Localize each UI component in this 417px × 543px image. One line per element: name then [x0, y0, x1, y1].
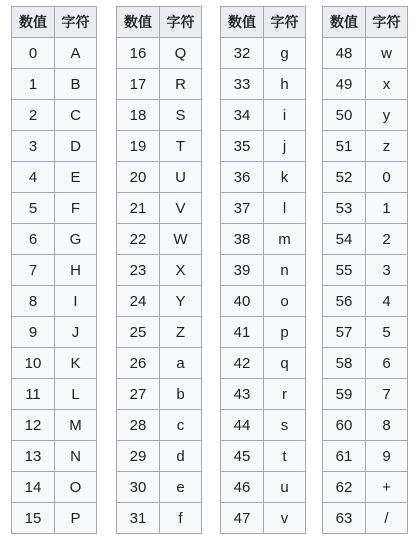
table-row: [117, 131, 202, 162]
index-value-cell: 3: [12, 131, 55, 162]
base64-char-cell: w: [366, 38, 408, 69]
table-row: [117, 441, 202, 472]
table-row: [12, 286, 97, 317]
base64-char-cell: H: [55, 255, 97, 286]
base64-char-cell: e: [160, 472, 202, 503]
base64-char-cell: D: [55, 131, 97, 162]
index-value-cell: 29: [117, 441, 160, 472]
table-row: [221, 317, 306, 348]
table-row: [323, 162, 408, 193]
table-row: [117, 379, 202, 410]
index-value-cell: 61: [323, 441, 366, 472]
base64-char-cell: I: [55, 286, 97, 317]
table-row: [12, 38, 97, 69]
base64-char-cell: Y: [160, 286, 202, 317]
index-value-cell: 62: [323, 472, 366, 503]
table-row: [117, 100, 202, 131]
base64-table-4: [322, 6, 408, 534]
index-value-cell: 53: [323, 193, 366, 224]
index-value-cell: 19: [117, 131, 160, 162]
base64-char-cell: k: [264, 162, 306, 193]
base64-char-cell: F: [55, 193, 97, 224]
base64-char-cell: P: [55, 503, 97, 534]
table-row: [117, 503, 202, 534]
table-row: [12, 193, 97, 224]
index-value-cell: 33: [221, 69, 264, 100]
table-row: [221, 472, 306, 503]
char-column-header: 字符: [366, 7, 408, 38]
index-value-cell: 34: [221, 100, 264, 131]
base64-char-cell: m: [264, 224, 306, 255]
base64-char-cell: 1: [366, 193, 408, 224]
index-value-cell: 60: [323, 410, 366, 441]
value-column-header: 数值: [117, 7, 160, 38]
table-row: [12, 503, 97, 534]
index-value-cell: 5: [12, 193, 55, 224]
table-row: [221, 69, 306, 100]
index-value-cell: 18: [117, 100, 160, 131]
table-row: [12, 224, 97, 255]
table-row: [221, 193, 306, 224]
index-value-cell: 58: [323, 348, 366, 379]
base64-char-cell: v: [264, 503, 306, 534]
table-row: [221, 379, 306, 410]
base64-char-cell: 8: [366, 410, 408, 441]
header-row: [12, 7, 97, 38]
base64-char-cell: Q: [160, 38, 202, 69]
base64-char-cell: o: [264, 286, 306, 317]
table-row: [221, 503, 306, 534]
base64-char-cell: T: [160, 131, 202, 162]
base64-char-cell: x: [366, 69, 408, 100]
index-value-cell: 44: [221, 410, 264, 441]
index-value-cell: 36: [221, 162, 264, 193]
table-row: [323, 224, 408, 255]
index-value-cell: 6: [12, 224, 55, 255]
index-value-cell: 22: [117, 224, 160, 255]
base64-table-3: [220, 6, 306, 534]
index-value-cell: 54: [323, 224, 366, 255]
value-column-header: 数值: [221, 7, 264, 38]
table-row: [323, 348, 408, 379]
base64-index-tables: [11, 6, 412, 533]
index-value-cell: 4: [12, 162, 55, 193]
base64-char-cell: G: [55, 224, 97, 255]
table-row: [117, 69, 202, 100]
base64-char-cell: 6: [366, 348, 408, 379]
table-row: [12, 69, 97, 100]
base64-char-cell: Z: [160, 317, 202, 348]
table-row: [221, 38, 306, 69]
base64-char-cell: S: [160, 100, 202, 131]
base64-char-cell: p: [264, 317, 306, 348]
index-value-cell: 24: [117, 286, 160, 317]
table-row: [221, 131, 306, 162]
base64-char-cell: C: [55, 100, 97, 131]
table-row: [12, 131, 97, 162]
index-value-cell: 49: [323, 69, 366, 100]
base64-char-cell: u: [264, 472, 306, 503]
index-value-cell: 46: [221, 472, 264, 503]
table-row: [323, 410, 408, 441]
index-value-cell: 59: [323, 379, 366, 410]
index-value-cell: 27: [117, 379, 160, 410]
base64-char-cell: r: [264, 379, 306, 410]
index-value-cell: 51: [323, 131, 366, 162]
base64-char-cell: n: [264, 255, 306, 286]
base64-char-cell: 2: [366, 224, 408, 255]
base64-char-cell: j: [264, 131, 306, 162]
base64-char-cell: U: [160, 162, 202, 193]
table-row: [12, 379, 97, 410]
table-row: [12, 100, 97, 131]
table-row: [117, 410, 202, 441]
base64-char-cell: N: [55, 441, 97, 472]
index-value-cell: 50: [323, 100, 366, 131]
table-row: [117, 286, 202, 317]
base64-char-cell: R: [160, 69, 202, 100]
base64-char-cell: d: [160, 441, 202, 472]
index-value-cell: 2: [12, 100, 55, 131]
index-value-cell: 26: [117, 348, 160, 379]
base64-char-cell: 7: [366, 379, 408, 410]
index-value-cell: 55: [323, 255, 366, 286]
table-row: [12, 472, 97, 503]
index-value-cell: 14: [12, 472, 55, 503]
index-value-cell: 42: [221, 348, 264, 379]
index-value-cell: 38: [221, 224, 264, 255]
table-row: [221, 348, 306, 379]
table-row: [117, 38, 202, 69]
table-row: [221, 100, 306, 131]
base64-char-cell: t: [264, 441, 306, 472]
table-row: [117, 162, 202, 193]
base64-char-cell: 0: [366, 162, 408, 193]
table-row: [117, 317, 202, 348]
table-row: [323, 69, 408, 100]
index-value-cell: 0: [12, 38, 55, 69]
base64-char-cell: s: [264, 410, 306, 441]
header-row: [221, 7, 306, 38]
base64-table-2: [116, 6, 202, 534]
base64-char-cell: g: [264, 38, 306, 69]
table-row: [323, 503, 408, 534]
index-value-cell: 40: [221, 286, 264, 317]
index-value-cell: 37: [221, 193, 264, 224]
table-row: [323, 317, 408, 348]
table-row: [323, 441, 408, 472]
base64-char-cell: z: [366, 131, 408, 162]
table-row: [117, 224, 202, 255]
base64-char-cell: L: [55, 379, 97, 410]
table-row: [117, 472, 202, 503]
base64-char-cell: h: [264, 69, 306, 100]
table-row: [221, 286, 306, 317]
base64-char-cell: a: [160, 348, 202, 379]
index-value-cell: 30: [117, 472, 160, 503]
base64-char-cell: M: [55, 410, 97, 441]
base64-char-cell: V: [160, 193, 202, 224]
index-value-cell: 10: [12, 348, 55, 379]
index-value-cell: 52: [323, 162, 366, 193]
index-value-cell: 47: [221, 503, 264, 534]
table-row: [323, 38, 408, 69]
base64-char-cell: K: [55, 348, 97, 379]
table-row: [221, 224, 306, 255]
base64-char-cell: 4: [366, 286, 408, 317]
index-value-cell: 41: [221, 317, 264, 348]
base64-table-1: [11, 6, 97, 534]
index-value-cell: 32: [221, 38, 264, 69]
table-row: [323, 131, 408, 162]
table-row: [221, 255, 306, 286]
table-row: [117, 348, 202, 379]
base64-char-cell: E: [55, 162, 97, 193]
table-row: [117, 193, 202, 224]
index-value-cell: 31: [117, 503, 160, 534]
index-value-cell: 15: [12, 503, 55, 534]
table-row: [323, 193, 408, 224]
base64-char-cell: +: [366, 472, 408, 503]
index-value-cell: 9: [12, 317, 55, 348]
index-value-cell: 17: [117, 69, 160, 100]
table-row: [117, 255, 202, 286]
table-row: [323, 286, 408, 317]
index-value-cell: 63: [323, 503, 366, 534]
base64-char-cell: c: [160, 410, 202, 441]
base64-char-cell: O: [55, 472, 97, 503]
index-value-cell: 20: [117, 162, 160, 193]
base64-char-cell: B: [55, 69, 97, 100]
char-column-header: 字符: [55, 7, 97, 38]
base64-char-cell: i: [264, 100, 306, 131]
index-value-cell: 48: [323, 38, 366, 69]
value-column-header: 数值: [323, 7, 366, 38]
header-row: [323, 7, 408, 38]
char-column-header: 字符: [264, 7, 306, 38]
index-value-cell: 21: [117, 193, 160, 224]
table-row: [12, 441, 97, 472]
index-value-cell: 12: [12, 410, 55, 441]
index-value-cell: 57: [323, 317, 366, 348]
index-value-cell: 25: [117, 317, 160, 348]
base64-char-cell: 5: [366, 317, 408, 348]
table-row: [12, 410, 97, 441]
base64-char-cell: 3: [366, 255, 408, 286]
table-row: [12, 317, 97, 348]
base64-char-cell: q: [264, 348, 306, 379]
index-value-cell: 1: [12, 69, 55, 100]
index-value-cell: 13: [12, 441, 55, 472]
index-value-cell: 43: [221, 379, 264, 410]
base64-char-cell: /: [366, 503, 408, 534]
header-row: [117, 7, 202, 38]
value-column-header: 数值: [12, 7, 55, 38]
table-row: [323, 472, 408, 503]
index-value-cell: 35: [221, 131, 264, 162]
index-value-cell: 39: [221, 255, 264, 286]
base64-char-cell: W: [160, 224, 202, 255]
table-row: [323, 100, 408, 131]
index-value-cell: 7: [12, 255, 55, 286]
index-value-cell: 16: [117, 38, 160, 69]
base64-char-cell: f: [160, 503, 202, 534]
table-row: [221, 162, 306, 193]
index-value-cell: 45: [221, 441, 264, 472]
table-row: [12, 162, 97, 193]
char-column-header: 字符: [160, 7, 202, 38]
index-value-cell: 11: [12, 379, 55, 410]
table-row: [12, 348, 97, 379]
base64-char-cell: b: [160, 379, 202, 410]
table-row: [323, 255, 408, 286]
table-row: [221, 441, 306, 472]
base64-char-cell: y: [366, 100, 408, 131]
table-row: [323, 379, 408, 410]
index-value-cell: 28: [117, 410, 160, 441]
index-value-cell: 23: [117, 255, 160, 286]
base64-char-cell: l: [264, 193, 306, 224]
table-row: [12, 255, 97, 286]
table-row: [221, 410, 306, 441]
index-value-cell: 56: [323, 286, 366, 317]
base64-char-cell: A: [55, 38, 97, 69]
base64-char-cell: X: [160, 255, 202, 286]
base64-char-cell: J: [55, 317, 97, 348]
base64-char-cell: 9: [366, 441, 408, 472]
index-value-cell: 8: [12, 286, 55, 317]
